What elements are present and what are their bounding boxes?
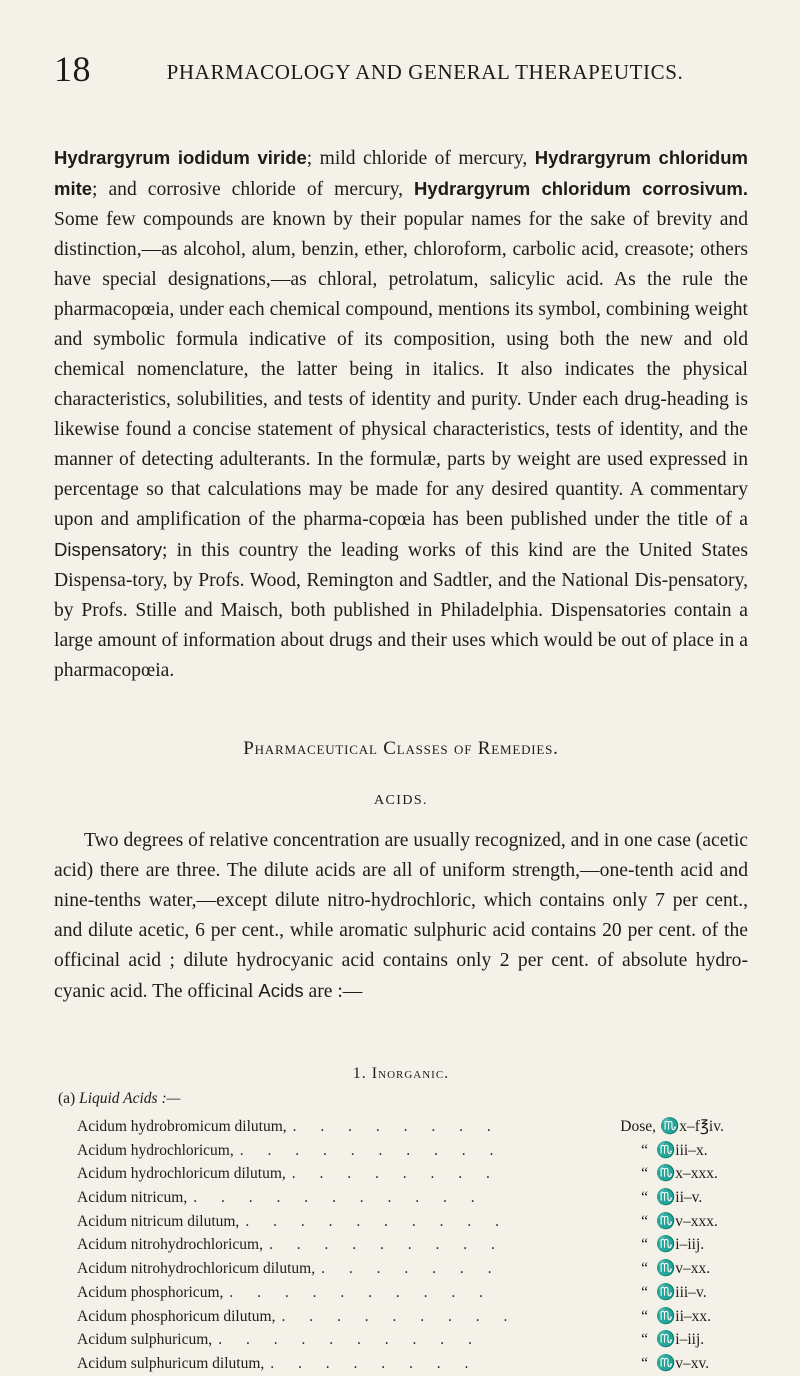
- liquid-acids-marker: (a): [58, 1090, 76, 1107]
- acid-row: [77, 1352, 748, 1376]
- leader-dots: . . . . . . . . . .: [218, 1331, 482, 1349]
- ditto-mark: “: [641, 1354, 648, 1372]
- acid-row: [77, 1186, 748, 1210]
- acids-paragraph: [54, 826, 748, 1007]
- page-number: 18: [54, 49, 91, 89]
- running-title: PHARMACOLOGY AND GENERAL THERAPEUTICS.: [166, 60, 684, 84]
- term-acids: Acids: [258, 980, 304, 1001]
- acids-text-2: are :—: [303, 981, 363, 1002]
- inorganic-number: 1.: [352, 1065, 367, 1082]
- acid-row: [77, 1257, 748, 1281]
- leader-dots: . . . . . . . .: [291, 1165, 500, 1183]
- acid-name: Acidum nitrohydrochloricum,: [77, 1236, 263, 1254]
- liquid-acids-label: Liquid Acids :—: [79, 1090, 181, 1107]
- acid-name: Acidum nitricum,: [77, 1189, 188, 1207]
- ditto-mark: “: [641, 1212, 648, 1230]
- ditto-mark: “: [641, 1189, 648, 1207]
- ditto-mark: “: [641, 1165, 648, 1183]
- acids-text-1: Two degrees of relative concentration are usually recognized, and in one case (acetic acid) there are three. The dilute acids are all of uniform strength,—one-tenth acid and nine-tenths water,—except dilute nitro-hydrochloric, which contains only 7 per cent., and dilute acetic, 6 per cent., while aromatic sulphuric acid contains 20 per cent. of the officinal acid ; dilute hydrocyanic acid contains only 2 per cent. of absolute hydro-cyanic acid. The officinal: [54, 830, 748, 1002]
- leader-dots: . . . . . . . . . .: [229, 1283, 493, 1301]
- dose-value: ♏x–f℥iv.: [660, 1118, 724, 1135]
- term-hydrargyrum-chloridum-corrosivum: Hydrargyrum chloridum corrosivum.: [414, 178, 748, 199]
- dose-value: ♏v–xv.: [656, 1354, 710, 1372]
- acid-name: Acidum nitricum dilutum,: [77, 1212, 240, 1230]
- acid-name: Acidum sulphuricum,: [77, 1331, 213, 1349]
- dose-value: ♏i–iij.: [656, 1331, 705, 1349]
- acid-name: Acidum nitrohydrochloricum dilutum,: [77, 1260, 316, 1278]
- term-hydrargyrum-chloridum-mite: Hydrargyrum chloridum mite: [54, 147, 748, 199]
- dose-value: ♏v–xxx.: [656, 1212, 718, 1230]
- leader-dots: . . . . . . . . . . .: [193, 1189, 485, 1207]
- acid-name: Acidum hydrochloricum dilutum,: [77, 1165, 286, 1183]
- dose-value: ♏v–xx.: [656, 1260, 711, 1278]
- inorganic-heading: [54, 1065, 748, 1083]
- inorganic-label: Inorganic.: [371, 1065, 450, 1082]
- ditto-mark: “: [641, 1307, 648, 1325]
- acid-name: Acidum hydrochloricum,: [77, 1141, 234, 1159]
- acid-row: [77, 1328, 748, 1352]
- intro-text-3: Some few compounds are known by their popular names for the sake of brevity and distinction,—as alcohol, alum, benzin, ether, chloroform, carbolic acid, creasote; others have special designations,—as chloral, petrolatum, salicylic acid. As the rule the pharmacopœia, under each chemical compound, mentions its symbol, combining weight and symbolic formula indicative of its composition, using both the new and old chemical nomenclature, the latter being in italics. It also indicates the physical characteristics, solubilities, and tests of identity and purity. Under each drug-heading is likewise found a concise statement of physical characteristics, tests of identity, and the manner of detecting adulterants. In the formulæ, parts by weight are used expressed in percentage so that calculations may be made for any desired quantity. A commentary upon and amplification of the pharma-copœia has been published under the title of a: [54, 209, 748, 530]
- section-title: Pharmaceutical Classes of Remedies.: [243, 738, 559, 759]
- leader-dots: . . . . . . . . .: [268, 1236, 505, 1254]
- acid-dose-list: [77, 1115, 748, 1376]
- leader-dots: . . . . . . . . . .: [245, 1212, 509, 1230]
- dose-value: ♏iii–x.: [656, 1141, 708, 1159]
- term-hydrargyrum-iodidum-viride: Hydrargyrum iodidum viride: [54, 147, 307, 168]
- leader-dots: . . . . . . . . . .: [239, 1141, 504, 1159]
- dose-value: ♏iii–v.: [656, 1283, 707, 1301]
- acid-row: [77, 1162, 748, 1186]
- liquid-acids-heading: [58, 1090, 180, 1108]
- intro-text-4: ; in this country the leading works of this kind are the United States Dispensa-tory, by Profs. Wood, Remington and Sadtler, and the National Dis-pensatory, by Profs. Stille and Maisch, both published in Philadelphia. Dispensatories contain a large amount of information about drugs and their uses which would be out of place in a pharmacopœia.: [54, 540, 748, 681]
- subsection-title: ACIDS.: [374, 793, 428, 808]
- acid-row: [77, 1139, 748, 1163]
- acid-name: Acidum hydrobromicum dilutum,: [77, 1118, 287, 1135]
- intro-text-2: ; and corrosive chloride of mercury,: [92, 179, 415, 200]
- leader-dots: . . . . . . .: [321, 1260, 502, 1278]
- leader-dots: . . . . . . . .: [292, 1118, 501, 1135]
- dose-value: ♏ii–v.: [656, 1189, 703, 1207]
- acid-row: [77, 1233, 748, 1257]
- dose-value: ♏x–xxx.: [656, 1165, 718, 1183]
- acid-row: [77, 1210, 748, 1234]
- ditto-mark: “: [641, 1331, 648, 1349]
- acid-row: [77, 1115, 748, 1139]
- dose-value: ♏i–iij.: [656, 1236, 705, 1254]
- ditto-mark: “: [641, 1141, 648, 1159]
- acid-name: Acidum phosphoricum,: [77, 1283, 224, 1301]
- ditto-mark: “: [641, 1283, 648, 1301]
- term-dispensatory: Dispensatory: [54, 539, 162, 560]
- acid-row: [77, 1281, 748, 1305]
- leader-dots: . . . . . . . .: [270, 1354, 479, 1372]
- dose-value: ♏ii–xx.: [656, 1307, 712, 1325]
- acid-name: Acidum phosphoricum dilutum,: [77, 1307, 276, 1325]
- acid-name: Acidum sulphuricum dilutum,: [77, 1354, 265, 1372]
- intro-text-1: ; mild chloride of mercury,: [306, 148, 535, 169]
- ditto-mark: “: [641, 1260, 648, 1278]
- page-header: [54, 48, 746, 88]
- ditto-mark: “: [641, 1236, 648, 1254]
- acid-row: [77, 1305, 748, 1329]
- intro-paragraph: [54, 143, 748, 686]
- dose-label: Dose,: [620, 1118, 656, 1135]
- leader-dots: . . . . . . . . .: [281, 1307, 518, 1325]
